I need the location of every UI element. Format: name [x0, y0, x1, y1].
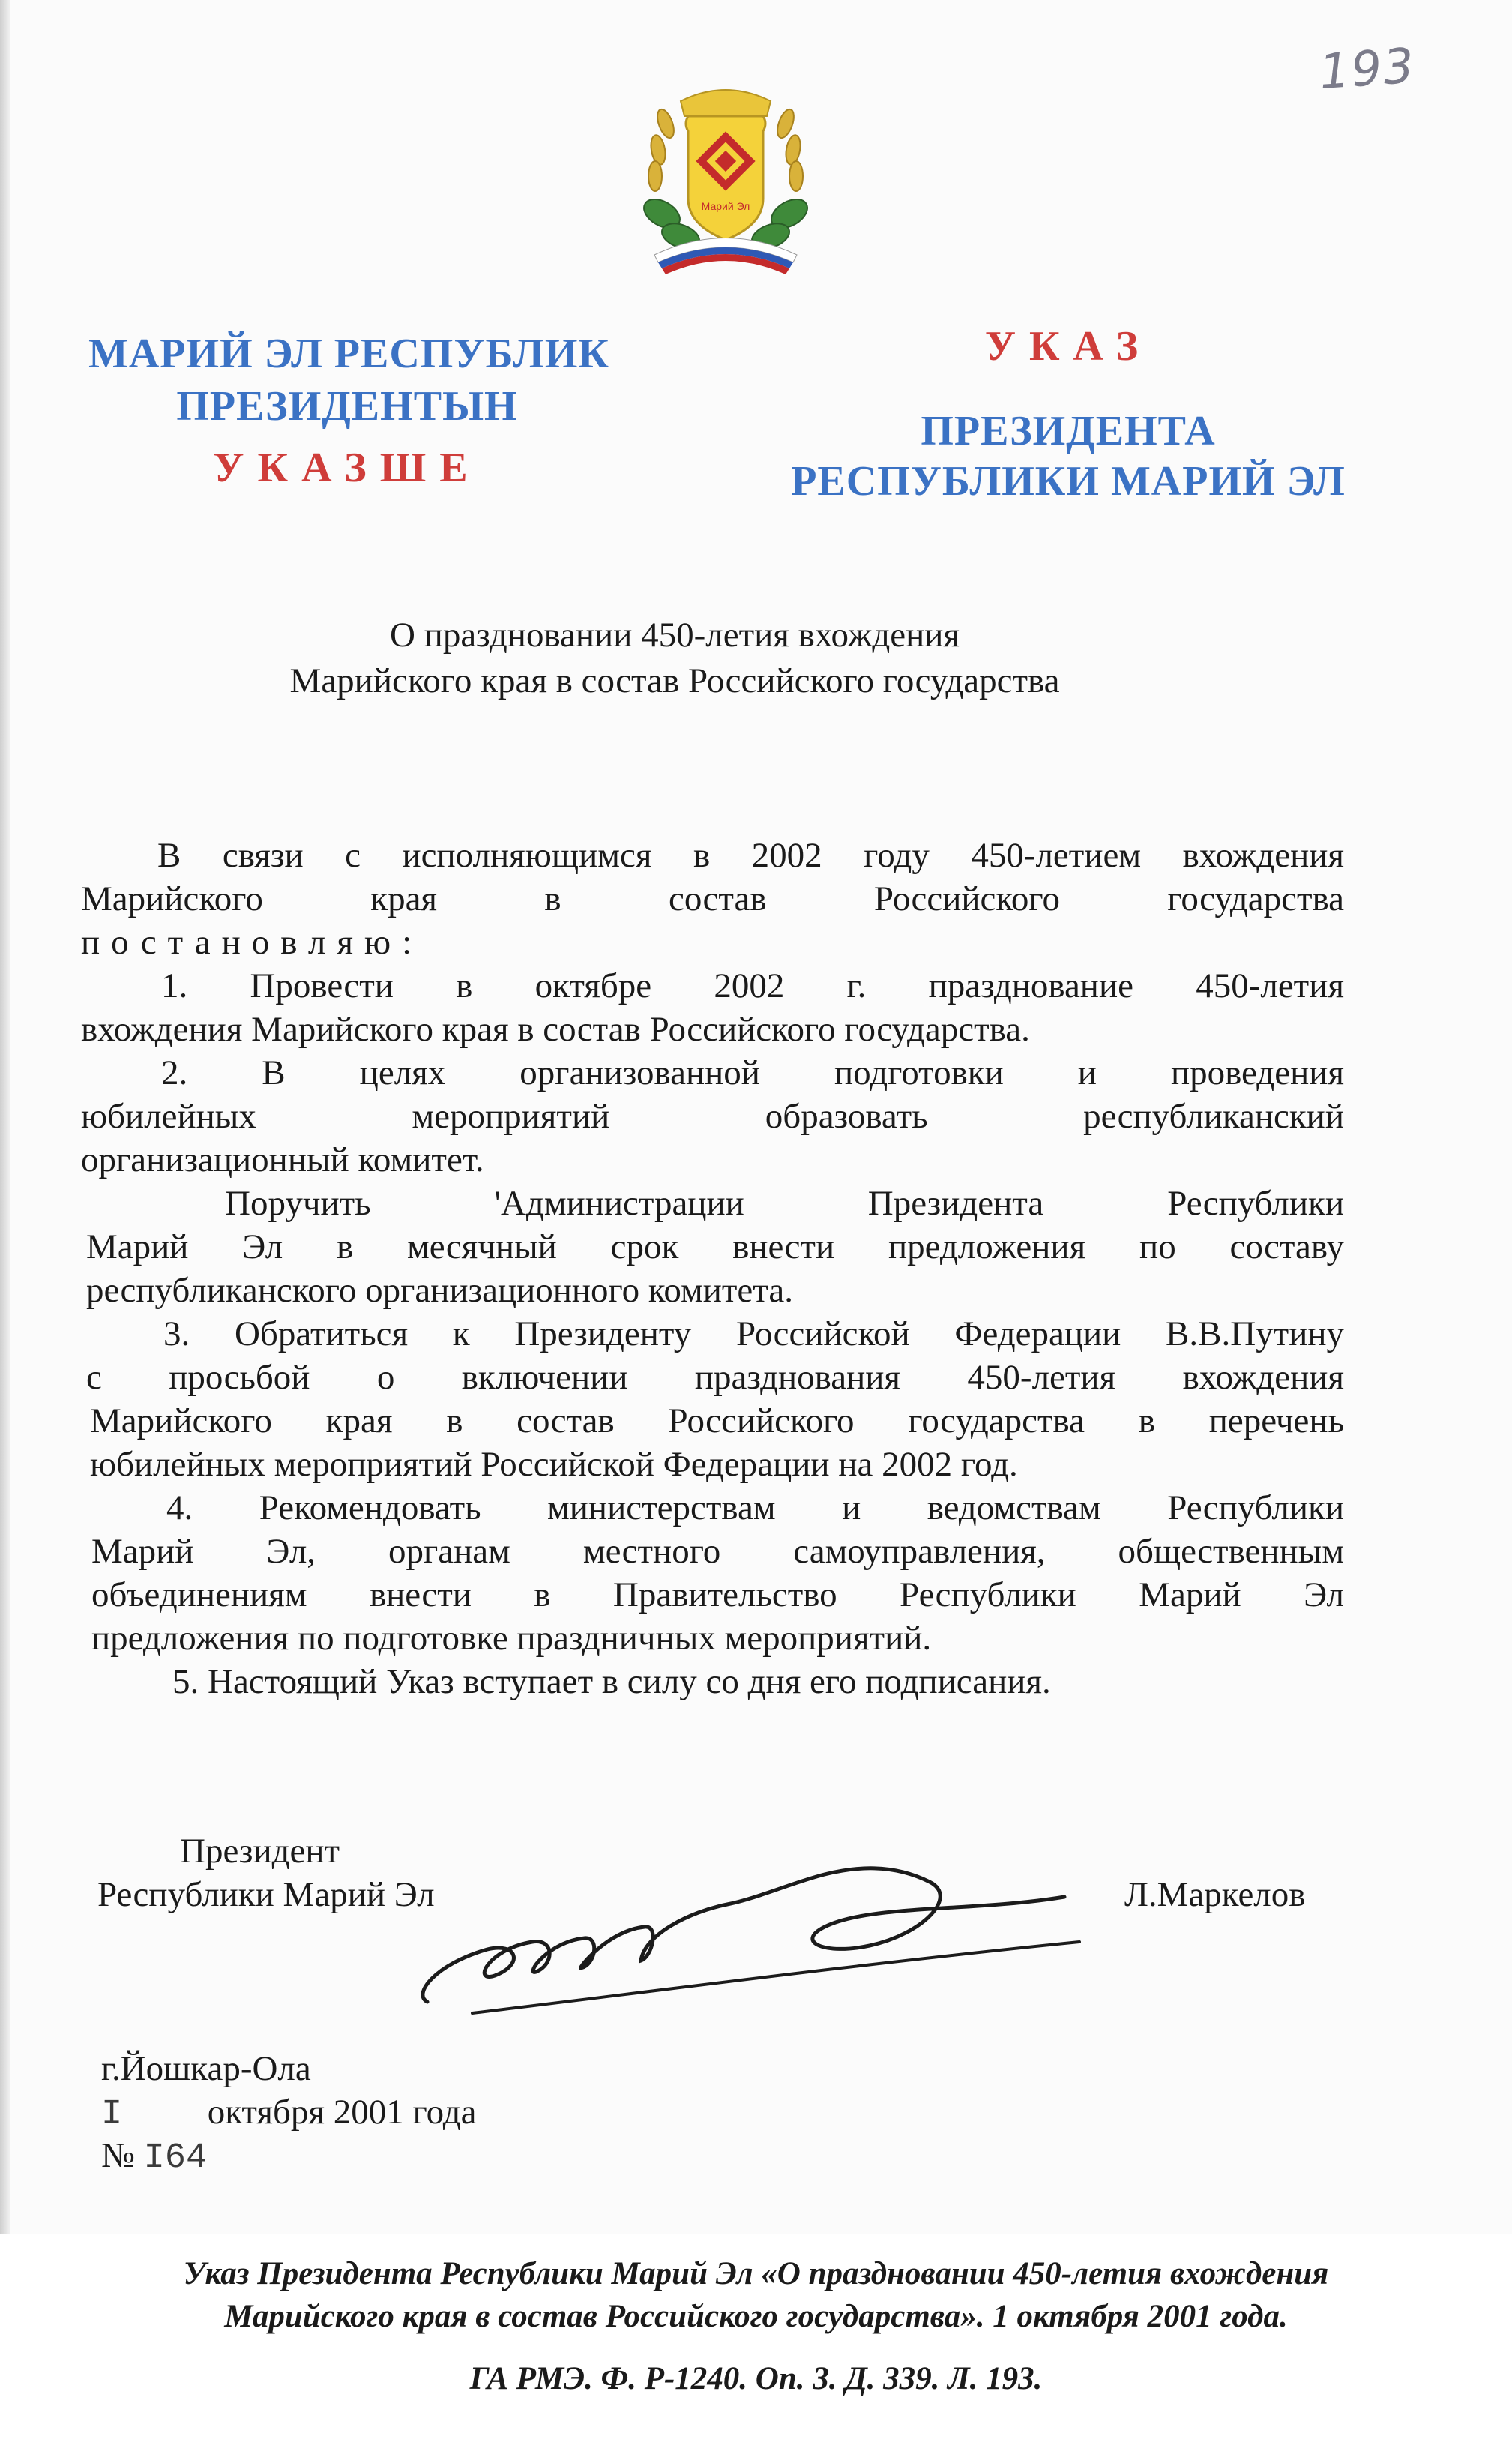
- header-right-line1: УКАЗ: [984, 323, 1152, 370]
- sheet-shadow-edge: [0, 0, 10, 2234]
- handwritten-signature-icon: [405, 1852, 1102, 2024]
- body-line: постановляю:: [81, 923, 424, 962]
- header-left-line3: УКАЗШЕ: [213, 445, 481, 491]
- caption-line2: Марийского края в состав Российского государства». 1 октября 2001 года.: [224, 2299, 1288, 2334]
- body-line: В связи с исполняющимся в 2002 году 450-летием вхождения: [157, 836, 1344, 875]
- number-value: I64: [143, 2138, 208, 2178]
- coat-of-arms-icon: [636, 71, 816, 281]
- body-line: Марийского края в состав Российского государства в перечень: [90, 1401, 1344, 1440]
- decree-number: [101, 2135, 207, 2178]
- body-line: Поручить 'Администрации Президента Республики: [225, 1184, 1344, 1223]
- body-line: республиканского организационного комитета.: [86, 1271, 793, 1310]
- header-right-line2: ПРЕЗИДЕНТА: [921, 408, 1216, 454]
- body-line: юбилейных мероприятий Российской Федерации на 2002 год.: [90, 1445, 1018, 1484]
- body-line: 2. В целях организованной подготовки и проведения: [161, 1053, 1344, 1092]
- signer-position-line2: Республики Марий Эл: [97, 1875, 435, 1914]
- caption-source: ГА РМЭ. Ф. Р-1240. Оп. 3. Д. 339. Л. 193.: [469, 2361, 1043, 2396]
- document-title-line2: Марийского края в состав Российского государства: [289, 661, 1060, 700]
- emblem-lettering: Марий Эл: [701, 200, 750, 212]
- issue-day: I: [101, 2095, 123, 2135]
- issue-date: [101, 2092, 477, 2135]
- signer-position-line1: Президент: [180, 1832, 340, 1871]
- body-line: организационный комитет.: [81, 1140, 484, 1179]
- body-line: 3. Обратиться к Президенту Российской Федерации В.В.Путину: [163, 1314, 1344, 1353]
- document-title-line1: О праздновании 450-летия вхождения: [389, 616, 960, 655]
- number-label: №: [101, 2136, 135, 2175]
- body-line: 4. Рекомендовать министерствам и ведомствам Республики: [166, 1488, 1344, 1527]
- signer-name: Л.Маркелов: [1124, 1875, 1306, 1914]
- archive-page-number: 193: [1317, 38, 1418, 101]
- body-line: 5. Настоящий Указ вступает в силу со дня его подписания.: [172, 1662, 1051, 1701]
- body-line: Марийского края в состав Российского государства: [81, 879, 1344, 918]
- header-left-line2: ПРЕЗИДЕНТЫН: [176, 383, 518, 430]
- header-right-line3: РЕСПУБЛИКИ МАРИЙ ЭЛ: [791, 458, 1346, 505]
- body-line: предложения по подготовке праздничных мероприятий.: [91, 1619, 932, 1658]
- body-line: с просьбой о включении празднования 450-летия вхождения: [86, 1358, 1344, 1397]
- caption-line1: Указ Президента Республики Марий Эл «О праздновании 450-летия вхождения: [183, 2256, 1329, 2291]
- issue-month-year: октября 2001 года: [207, 2093, 477, 2132]
- body-line: Марий Эл в месячный срок внести предложения по составу: [86, 1227, 1344, 1266]
- body-line: вхождения Марийского края в состав Российского государства.: [81, 1010, 1030, 1049]
- body-line: объединениям внести в Правительство Республики Марий Эл: [91, 1575, 1344, 1614]
- body-line: Марий Эл, органам местного самоуправления, общественным: [91, 1532, 1344, 1571]
- header-left-line1: МАРИЙ ЭЛ РЕСПУБЛИК: [88, 331, 609, 377]
- body-line: юбилейных мероприятий образовать республиканский: [81, 1097, 1344, 1136]
- issue-city: г.Йошкар-Ола: [101, 2049, 311, 2088]
- body-line: 1. Провести в октябре 2002 г. празднование 450-летия: [161, 966, 1344, 1005]
